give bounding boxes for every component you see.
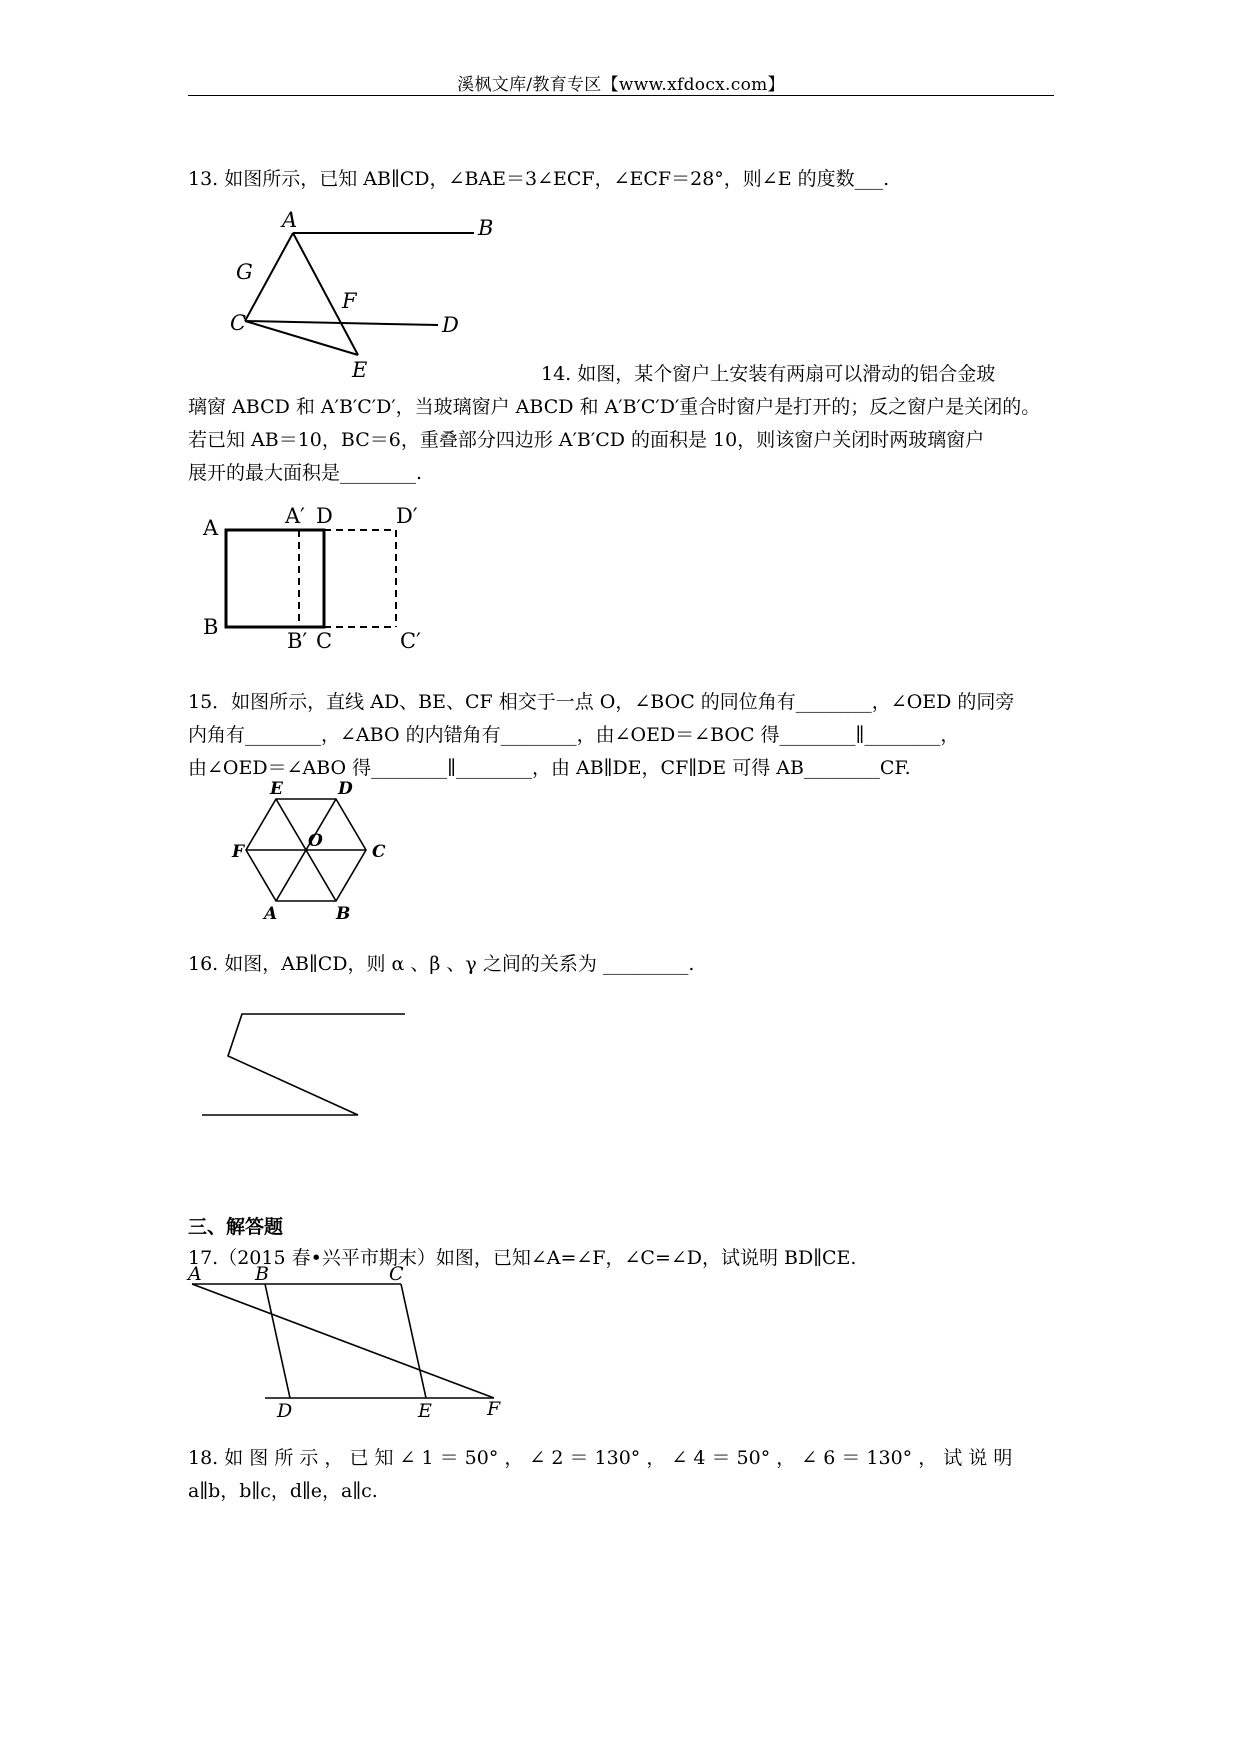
question-14-line-1: 14. 如图，某个窗户上安装有两扇可以滑动的铝合金玻 xyxy=(541,363,996,385)
point-label-b: B xyxy=(255,1263,269,1285)
point-label-c: C xyxy=(389,1263,404,1285)
point-label-b: B xyxy=(336,904,351,924)
point-label-e: E xyxy=(270,779,283,799)
line-af xyxy=(192,1284,494,1398)
point-label-a: A xyxy=(282,208,298,232)
point-label-c-prime: C′ xyxy=(400,629,421,653)
question-16-text: 16. 如图，AB∥CD，则 α 、β 、γ 之间的关系为 _________. xyxy=(188,953,695,975)
zigzag-lines xyxy=(202,1014,405,1115)
question-15-line-3: 由∠OED＝∠ABO 得________∥________，由 AB∥DE，CF∥DE 可得 AB________CF. xyxy=(188,757,911,779)
point-label-a: A xyxy=(188,1263,202,1285)
point-label-o: O xyxy=(308,831,323,851)
point-label-d: D xyxy=(338,779,353,799)
point-label-g: G xyxy=(236,260,253,284)
question-17-text: 17.（2015 春•兴平市期末）如图，已知∠A=∠F，∠C=∠D，试说明 BD∥CE. xyxy=(188,1247,857,1269)
question-15-figure xyxy=(226,779,406,924)
point-label-e: E xyxy=(352,358,368,382)
question-14-figure xyxy=(200,495,440,665)
line-ce xyxy=(401,1284,426,1398)
point-label-b: B xyxy=(203,615,219,639)
point-label-d: D xyxy=(442,313,459,337)
question-17-figure xyxy=(184,1263,514,1422)
point-label-c: C xyxy=(316,629,333,653)
section-3-title: 三、解答题 xyxy=(188,1216,284,1238)
point-label-f: F xyxy=(232,842,245,862)
point-label-b-prime: B′ xyxy=(287,629,308,653)
line-ce xyxy=(245,321,358,355)
question-18-line-1: 18. 如 图 所 示 ， 已 知 ∠ 1 ＝ 50° ， ∠ 2 ＝ 130° ， ∠ 4 ＝ 50° ， ∠ 6 ＝ 130° ， 试 说 明 xyxy=(188,1447,1013,1469)
header-divider xyxy=(188,95,1054,96)
question-16-figure xyxy=(190,1000,420,1120)
point-label-f: F xyxy=(342,289,357,313)
question-15-line-2: 内角有________，∠ABO 的内错角有________，由∠OED＝∠BOC 得________∥________， xyxy=(188,724,960,746)
question-13-figure xyxy=(230,205,520,385)
question-14-line-3: 若已知 AB＝10，BC＝6，重叠部分四边形 A′B′CD 的面积是 10，则该窗户关闭时两玻璃窗户 xyxy=(188,429,985,451)
point-label-a: A xyxy=(264,904,278,924)
question-13-text: 13. 如图所示，已知 AB∥CD，∠BAE＝3∠ECF，∠ECF＝28°，则∠E 的度数___. xyxy=(188,168,890,190)
point-label-c: C xyxy=(230,311,247,335)
page-header: 溪枫文库/教育专区【www.xfdocx.com】 xyxy=(457,75,785,95)
point-label-b: B xyxy=(478,216,494,240)
question-14-line-4: 展开的最大面积是________. xyxy=(188,462,423,484)
point-label-d-prime: D′ xyxy=(396,504,418,528)
point-label-c: C xyxy=(372,842,386,862)
question-18-line-2: a∥b，b∥c，d∥e，a∥c. xyxy=(188,1480,378,1502)
line-bd xyxy=(265,1284,290,1398)
question-14-line-2: 璃窗 ABCD 和 A′B′C′D′，当玻璃窗户 ABCD 和 A′B′C′D′重合时窗户是打开的；反之窗户是关闭的。 xyxy=(188,396,1041,418)
point-label-d: D xyxy=(316,504,333,528)
window-abcd xyxy=(226,530,324,627)
point-label-a: A xyxy=(203,516,219,540)
question-15-line-1: 15．如图所示，直线 AD、BE、CF 相交于一点 O，∠BOC 的同位角有________，∠OED 的同旁 xyxy=(188,691,1015,713)
point-label-d: D xyxy=(277,1400,293,1422)
point-label-f: F xyxy=(487,1398,501,1420)
point-label-e: E xyxy=(418,1400,432,1422)
point-label-a-prime: A′ xyxy=(285,504,305,528)
